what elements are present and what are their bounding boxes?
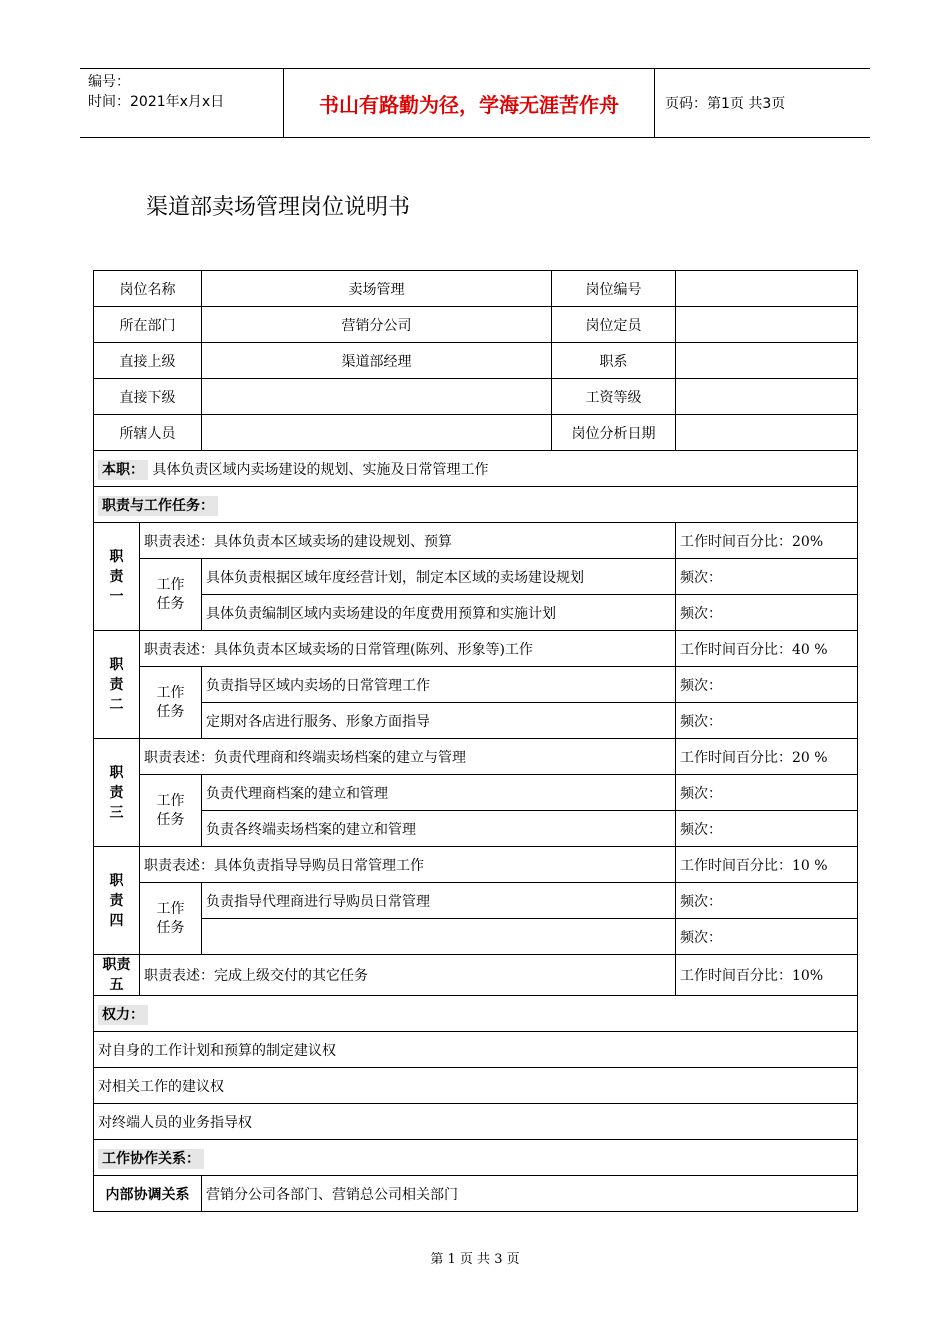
info-value — [676, 271, 858, 307]
task-text: 具体负责编制区域内卖场建设的年度费用预算和实施计划 — [202, 595, 676, 631]
document-header — [80, 68, 870, 138]
duty-name: 职责四 — [94, 847, 140, 955]
duty-description: 职责表述：完成上级交付的其它任务 — [140, 955, 676, 996]
header-meta — [80, 69, 284, 137]
task-row — [94, 775, 858, 811]
duty-row — [94, 955, 858, 996]
info-value — [676, 415, 858, 451]
task-frequency: 频次： — [676, 775, 858, 811]
internal-relations-value: 营销分公司各部门、营销总公司相关部门 — [202, 1176, 858, 1212]
authority-heading: 权力： — [98, 1005, 148, 1025]
info-label: 岗位定员 — [552, 307, 676, 343]
task-frequency: 频次： — [676, 703, 858, 739]
main-duty-text: 具体负责区域内卖场建设的规划、实施及日常管理工作 — [152, 461, 489, 478]
authority-item: 对终端人员的业务指导权 — [94, 1104, 858, 1140]
duties-heading: 职责与工作任务： — [98, 496, 218, 516]
duty-row — [94, 523, 858, 559]
task-row — [94, 667, 858, 703]
duty-description: 职责表述：负责代理商和终端卖场档案的建立与管理 — [140, 739, 676, 775]
info-label: 直接上级 — [94, 343, 202, 379]
task-frequency: 频次： — [676, 559, 858, 595]
duty-name: 职责五 — [94, 955, 140, 996]
authority-row — [94, 1104, 858, 1140]
relations-heading: 工作协作关系： — [98, 1149, 204, 1169]
duty-percentage: 工作时间百分比：20 % — [676, 739, 858, 775]
info-value: 卖场管理 — [202, 271, 552, 307]
info-value: 营销分公司 — [202, 307, 552, 343]
info-row — [94, 271, 858, 307]
info-value — [676, 379, 858, 415]
main-duty-label: 本职： — [98, 460, 148, 480]
task-label: 工作任务 — [140, 883, 202, 955]
task-text: 具体负责根据区域年度经营计划，制定本区域的卖场建设规划 — [202, 559, 676, 595]
duty-description: 职责表述：具体负责指导导购员日常管理工作 — [140, 847, 676, 883]
duty-name: 职责三 — [94, 739, 140, 847]
time-label: 时间：2021年x月x日 — [88, 94, 225, 110]
task-frequency: 频次： — [676, 667, 858, 703]
authority-row — [94, 1032, 858, 1068]
info-label: 所辖人员 — [94, 415, 202, 451]
duty-name: 职责二 — [94, 631, 140, 739]
task-row — [94, 559, 858, 595]
task-label: 工作任务 — [140, 775, 202, 847]
duty-description: 职责表述：具体负责本区域卖场的建设规划、预算 — [140, 523, 676, 559]
info-value — [202, 379, 552, 415]
task-row — [94, 811, 858, 847]
info-row — [94, 379, 858, 415]
header-page-info: 页码：第1页 共3页 — [665, 96, 786, 112]
info-value — [676, 343, 858, 379]
task-text: 定期对各店进行服务、形象方面指导 — [202, 703, 676, 739]
task-row — [94, 919, 858, 955]
duty-row — [94, 631, 858, 667]
page-footer: 第 1 页 共 3 页 — [430, 1252, 520, 1267]
info-label: 所在部门 — [94, 307, 202, 343]
info-value — [676, 307, 858, 343]
relations-heading-row — [94, 1140, 858, 1176]
task-text: 负责代理商档案的建立和管理 — [202, 775, 676, 811]
info-label: 岗位名称 — [94, 271, 202, 307]
duty-row — [94, 739, 858, 775]
task-frequency: 频次： — [676, 595, 858, 631]
authority-row — [94, 1068, 858, 1104]
duty-percentage: 工作时间百分比：20% — [676, 523, 858, 559]
info-label: 岗位编号 — [552, 271, 676, 307]
info-row — [94, 307, 858, 343]
task-label: 工作任务 — [140, 559, 202, 631]
task-text: 负责指导区域内卖场的日常管理工作 — [202, 667, 676, 703]
task-text — [202, 919, 676, 955]
duties-heading-row — [94, 487, 858, 523]
task-row — [94, 883, 858, 919]
task-frequency: 频次： — [676, 883, 858, 919]
task-frequency: 频次： — [676, 919, 858, 955]
info-label: 工资等级 — [552, 379, 676, 415]
authority-item: 对自身的工作计划和预算的制定建议权 — [94, 1032, 858, 1068]
task-frequency: 频次： — [676, 811, 858, 847]
info-row — [94, 415, 858, 451]
task-label: 工作任务 — [140, 667, 202, 739]
number-label: 编号： — [88, 74, 130, 90]
task-row — [94, 595, 858, 631]
duty-description: 职责表述：具体负责本区域卖场的日常管理(陈列、形象等)工作 — [140, 631, 676, 667]
internal-relations-row — [94, 1176, 858, 1212]
authority-heading-row — [94, 996, 858, 1032]
duty-percentage: 工作时间百分比：40 % — [676, 631, 858, 667]
main-duty-row — [94, 451, 858, 487]
info-label: 岗位分析日期 — [552, 415, 676, 451]
info-label: 直接下级 — [94, 379, 202, 415]
document-title: 渠道部卖场管理岗位说明书 — [146, 195, 411, 220]
internal-relations-label: 内部协调关系 — [94, 1176, 202, 1212]
info-value — [202, 415, 552, 451]
duty-percentage: 工作时间百分比：10% — [676, 955, 858, 996]
info-row — [94, 343, 858, 379]
duty-row — [94, 847, 858, 883]
task-text: 负责各终端卖场档案的建立和管理 — [202, 811, 676, 847]
authority-item: 对相关工作的建议权 — [94, 1068, 858, 1104]
duty-name: 职责一 — [94, 523, 140, 631]
info-label: 职系 — [552, 343, 676, 379]
task-text: 负责指导代理商进行导购员日常管理 — [202, 883, 676, 919]
duty-percentage: 工作时间百分比：10 % — [676, 847, 858, 883]
header-motto: 书山有路勤为径，学海无涯苦作舟 — [284, 69, 655, 137]
job-description-table — [93, 270, 858, 1212]
info-value: 渠道部经理 — [202, 343, 552, 379]
task-row — [94, 703, 858, 739]
